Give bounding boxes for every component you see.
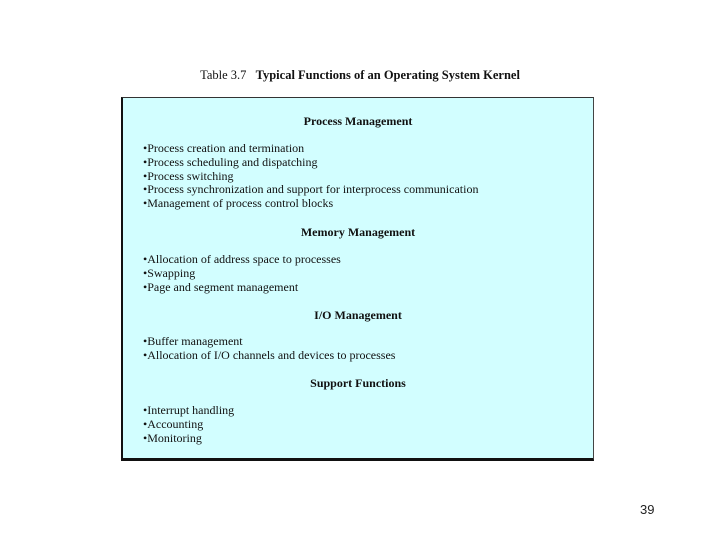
list-item: • Process scheduling and dispatching xyxy=(143,156,593,170)
section-heading: Support Functions xyxy=(310,376,406,390)
table-caption xyxy=(0,68,720,83)
list-item: • Monitoring xyxy=(143,432,593,446)
list-item: • Buffer management xyxy=(143,335,593,349)
list-item: • Page and segment management xyxy=(143,281,593,295)
table-title: Typical Functions of an Operating System Kernel xyxy=(255,68,520,82)
table-label: Table 3.7 xyxy=(200,68,247,82)
kernel-functions-table xyxy=(121,97,594,461)
list-item: • Process creation and termination xyxy=(143,142,593,156)
list-item: • Accounting xyxy=(143,418,593,432)
list-item: • Interrupt handling xyxy=(143,404,593,418)
section-io-management xyxy=(123,308,593,363)
section-support-functions xyxy=(123,376,593,445)
section-heading: I/O Management xyxy=(314,308,402,322)
page-number: 39 xyxy=(640,502,655,517)
section-heading: Memory Management xyxy=(300,225,416,239)
list-item: • Swapping xyxy=(143,267,593,281)
section-memory-management xyxy=(123,225,593,294)
list-item: • Allocation of address space to processes xyxy=(143,253,593,267)
section-heading: Process Management xyxy=(303,114,413,128)
section-process-management xyxy=(123,114,593,211)
list-item: • Process switching xyxy=(143,170,593,184)
list-item: • Allocation of I/O channels and devices to processes xyxy=(143,349,593,363)
list-item: • Process synchronization and support for interprocess communication xyxy=(143,183,593,197)
list-item: • Management of process control blocks xyxy=(143,197,593,211)
